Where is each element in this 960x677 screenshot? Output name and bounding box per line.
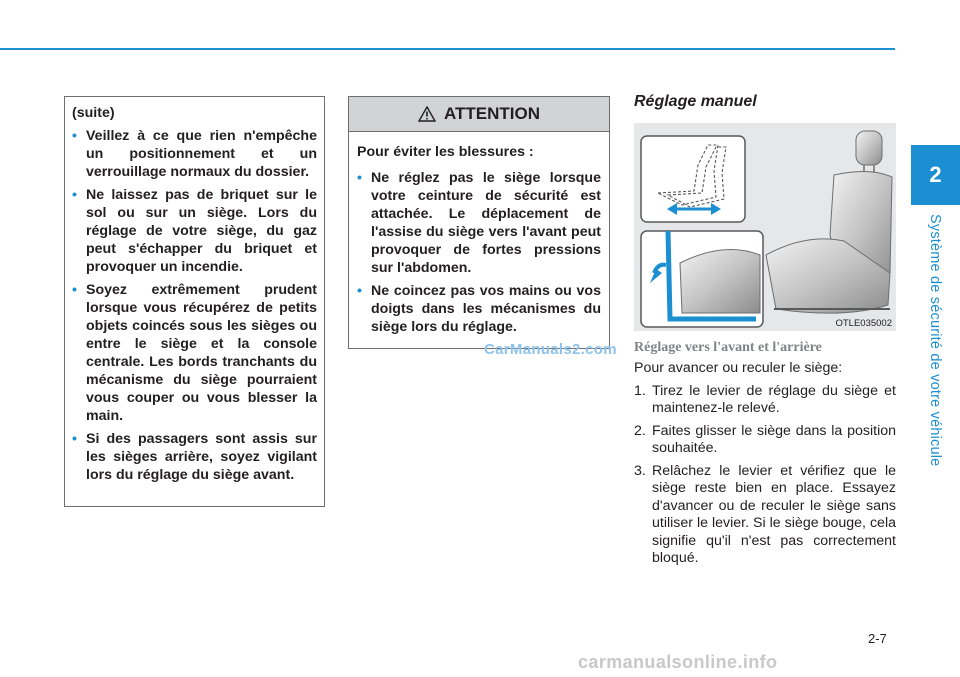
attention-bullet-list	[357, 169, 601, 336]
step-text: Tirez le levier de réglage du siège et maintenez-le relevé.	[652, 382, 896, 416]
attention-body	[349, 132, 609, 336]
step-item	[634, 463, 896, 568]
attention-intro: Pour éviter les blessures :	[357, 144, 534, 160]
bullet-item: • Veillez à ce que rien n'empêche un positionnement et un verrouillage normaux du dossier.	[72, 127, 317, 181]
step-text: Faites glisser le siège dans la position souhaitée.	[652, 422, 896, 456]
right-column	[634, 90, 896, 573]
warning-triangle-icon	[418, 106, 436, 122]
steps-list	[634, 383, 896, 568]
seat-figure	[634, 123, 896, 331]
attention-header	[349, 97, 609, 132]
bullet-item: • Ne réglez pas le siège lorsque votre ceinture de sécurité est attachée. Le déplacement de l'assise du siège vers l'avant peut provoquer de fortes pressions sur l'abdomen.	[357, 169, 601, 277]
bullet-item: • Ne coincez pas vos mains ou vos doigts dans les mécanismes du siège lors du réglage.	[357, 282, 601, 336]
header-rule	[0, 48, 895, 50]
seat-illustration	[634, 123, 896, 331]
step-text: Relâchez le levier et vérifiez que le siège reste bien en place. Essayez d'avancer ou de reculer le siège sans utiliser le levier. Si le siège bouge, cela signifie qu'il n'est pas correctement bloqué.	[652, 462, 896, 566]
bullet-item: • Ne laissez pas de briquet sur le sol ou sur un siège. Lors du réglage de votre siège, du gaz peut s'échapper du briquet et provoquer un incendie.	[72, 186, 317, 276]
step-number: 2.	[634, 422, 646, 439]
step-number: 3.	[634, 462, 646, 479]
bullet-item: • Soyez extrêmement prudent lorsque vous récupérez de petits objets coincés sous les sièges ou entre le siège et la console centrale. Les bords tranchants du mécanisme du siège pourraient vous couper ou vous blesser la main.	[72, 281, 317, 425]
watermark-bottom[interactable]: carmanualsonline.info	[578, 652, 778, 672]
chapter-number-tab[interactable]: 2	[911, 145, 960, 205]
continued-label: (suite)	[72, 105, 115, 121]
page-number: 2-7	[868, 631, 887, 646]
step-item	[634, 383, 896, 418]
attention-box	[348, 96, 610, 349]
watermark-top[interactable]: CarManuals2.com	[484, 341, 617, 358]
attention-title: ATTENTION	[443, 104, 540, 123]
instructions-intro: Pour avancer ou reculer le siège:	[634, 360, 843, 376]
subsection-title: Réglage vers l'avant et l'arrière	[634, 340, 822, 355]
step-item	[634, 423, 896, 458]
warning-continued-box	[64, 96, 325, 507]
figure-code: OTLE035002	[835, 318, 892, 329]
warning-bullet-list	[72, 127, 317, 484]
instructions	[634, 360, 896, 568]
bullet-item: • Si des passagers sont assis sur les sièges arrière, soyez vigilant lors du réglage du siège avant.	[72, 430, 317, 484]
step-number: 1.	[634, 382, 646, 399]
section-title: Réglage manuel	[634, 93, 757, 110]
chapter-title: Système de sécurité de votre véhicule	[927, 214, 943, 467]
